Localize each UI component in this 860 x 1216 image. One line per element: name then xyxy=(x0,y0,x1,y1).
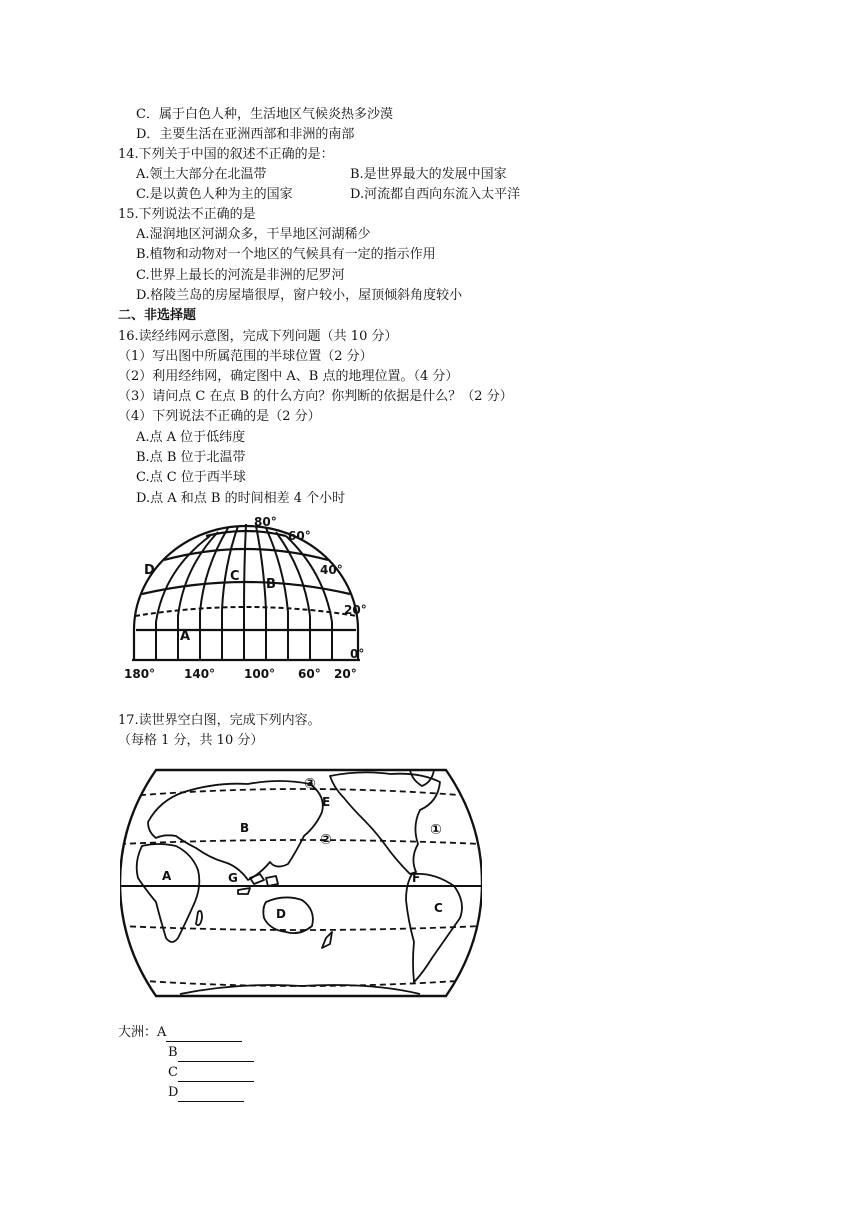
world-map-label-e: E xyxy=(322,795,331,809)
answer-blank-c[interactable] xyxy=(178,1067,254,1082)
q14-option-d: D.河流都自西向东流入太平洋 xyxy=(350,187,521,202)
answer-blank-d[interactable] xyxy=(178,1087,244,1102)
q16-option-d: D.点 A 和点 B 的时间相差 4 个小时 xyxy=(136,491,346,506)
answer-label-b: B xyxy=(168,1045,178,1060)
q15-option-c: C.世界上最长的河流是非洲的尼罗河 xyxy=(136,268,345,283)
answer-label-a: A xyxy=(157,1025,167,1040)
section-2-title: 二、非选择题 xyxy=(118,308,197,323)
q13-option-c: C．属于白色人种，生活地区气候炎热多沙漠 xyxy=(136,107,393,122)
world-map-label-d: D xyxy=(276,907,286,921)
q16-sub2: （2）利用经纬网，确定图中 A、B 点的地理位置。（4 分） xyxy=(118,369,459,384)
graticule-point-b: B xyxy=(266,577,276,592)
q14-option-c: C.是以黄色人种为主的国家 xyxy=(136,187,293,202)
q14-option-a: A.领土大部分在北温带 xyxy=(136,167,267,182)
q15-option-a: A.湿润地区河湖众多，干旱地区河湖稀少 xyxy=(136,227,371,242)
q16-option-b: B.点 B 位于北温带 xyxy=(136,450,246,465)
graticule-lon-180: 180° xyxy=(124,667,156,681)
graticule-lon-140: 140° xyxy=(184,667,216,681)
q16-option-a: A.点 A 位于低纬度 xyxy=(136,430,246,445)
q16-sub3: （3）请问点 C 在点 B 的什么方向？你判断的依据是什么？（2 分） xyxy=(118,389,513,404)
graticule-lat-60: 60° xyxy=(288,529,311,543)
graticule-point-d: D xyxy=(144,563,155,578)
q16-stem: 16.读经纬网示意图，完成下列问题（共 10 分） xyxy=(118,329,398,344)
graticule-point-a: A xyxy=(180,629,191,644)
world-map-label-g: G xyxy=(228,871,238,885)
world-map-label-b: B xyxy=(240,821,250,835)
answer-prefix: 大洲： xyxy=(118,1025,158,1040)
q15-stem: 15.下列说法不正确的是 xyxy=(118,207,256,222)
graticule-lon-100: 100° xyxy=(244,667,276,681)
graticule-lat-20: 20° xyxy=(344,603,367,617)
world-map-label-a: A xyxy=(162,869,172,883)
answer-row-b xyxy=(168,1044,254,1062)
q16-sub4: （4）下列说法不正确的是（2 分） xyxy=(118,409,321,424)
answer-label-c: C xyxy=(168,1065,178,1080)
q14-stem: 14.下列关于中国的叙述不正确的是： xyxy=(118,147,334,162)
answer-row-c xyxy=(168,1064,254,1082)
answer-row-d xyxy=(168,1084,244,1102)
world-map-label-3: ③ xyxy=(304,776,316,792)
world-map-label-1: ① xyxy=(430,822,442,838)
q17-stem: 17.读世界空白图，完成下列内容。 xyxy=(118,713,321,728)
q14-option-b: B.是世界最大的发展中国家 xyxy=(350,167,507,182)
graticule-point-c: C xyxy=(230,569,240,584)
graticule-lat-0: 0° xyxy=(350,647,365,661)
graticule-lat-40: 40° xyxy=(320,563,343,577)
q15-option-b: B.植物和动物对一个地区的气候具有一定的指示作用 xyxy=(136,247,436,262)
world-map-figure xyxy=(120,762,482,1004)
graticule-lon-60: 60° xyxy=(298,667,321,681)
graticule-figure xyxy=(118,512,378,684)
answer-label-d: D xyxy=(168,1085,179,1100)
world-map-label-2: ② xyxy=(320,832,332,848)
answer-row-a xyxy=(118,1024,242,1042)
graticule-lon-20: 20° xyxy=(334,667,357,681)
world-map-label-f: F xyxy=(412,871,421,885)
answer-blank-a[interactable] xyxy=(166,1027,242,1042)
q16-sub1: （1）写出图中所属范围的半球位置（2 分） xyxy=(118,349,373,364)
answer-blank-b[interactable] xyxy=(178,1047,254,1062)
q16-option-c: C.点 C 位于西半球 xyxy=(136,470,246,485)
q17-note: （每格 1 分，共 10 分） xyxy=(118,733,264,748)
q15-option-d: D.格陵兰岛的房屋墙很厚，窗户较小，屋顶倾斜角度较小 xyxy=(136,288,463,303)
graticule-lat-80: 80° xyxy=(254,515,277,529)
world-map-label-c: C xyxy=(434,901,443,915)
q13-option-d: D．主要生活在亚洲西部和非洲的南部 xyxy=(136,127,355,142)
